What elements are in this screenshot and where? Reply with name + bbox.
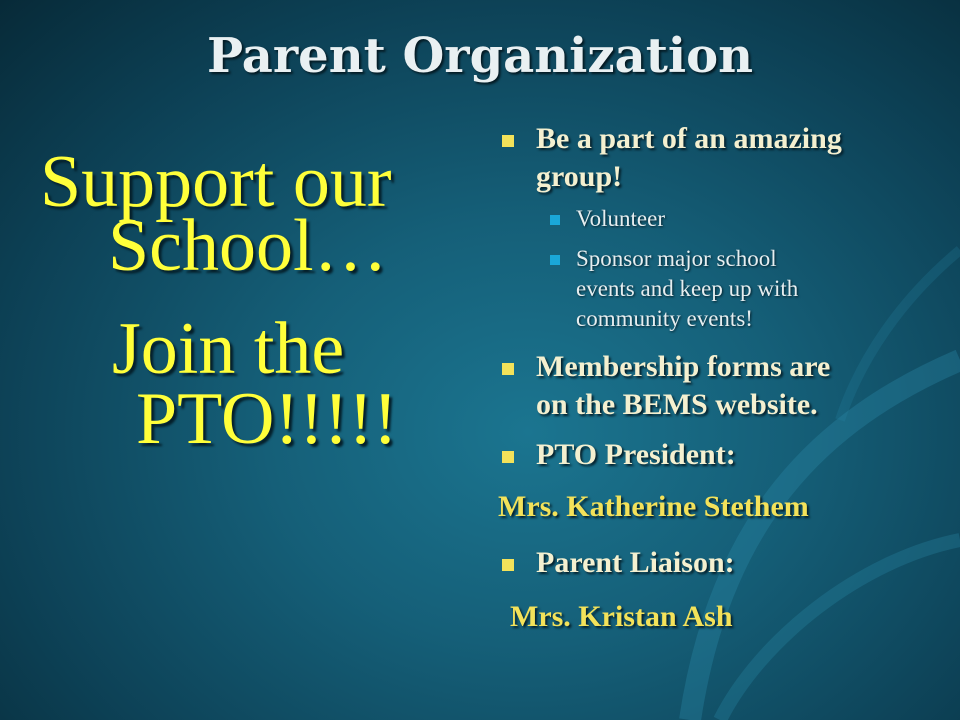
president-name: Mrs. Katherine Stethem	[498, 490, 809, 523]
sub-bullet-sponsor	[500, 244, 930, 334]
bullet-amazing-group-line-1: Be a part of an amazing	[536, 122, 842, 155]
sub-bullet-sponsor-line-2: events and keep up with	[576, 276, 799, 301]
bullet-pto-president: PTO President:	[500, 436, 930, 474]
support-line-1: Support our	[40, 141, 392, 223]
right-panel	[500, 120, 930, 636]
bullet-parent-liaison: Parent Liaison:	[500, 544, 930, 582]
support-line-2: School…	[108, 205, 388, 287]
join-heading	[112, 308, 470, 460]
sub-bullet-sponsor-line-1: Sponsor major school	[576, 246, 777, 271]
bullet-amazing-group-line-2: group!	[536, 160, 623, 193]
bullet-amazing-group	[500, 120, 930, 196]
sub-bullet-volunteer: Volunteer	[500, 204, 930, 234]
bullet-membership-line-2: on the BEMS website.	[536, 388, 818, 421]
sub-bullet-sponsor-line-3: community events!	[576, 306, 753, 331]
bullet-membership	[500, 348, 930, 424]
bullet-membership-line-1: Membership forms are	[536, 350, 831, 383]
support-heading	[40, 141, 470, 287]
join-line-1: Join the	[112, 308, 345, 390]
left-panel	[40, 141, 470, 460]
slide-title: Parent Organization	[206, 28, 754, 84]
join-line-2: PTO!!!!!	[136, 378, 398, 460]
liaison-name: Mrs. Kristan Ash	[510, 600, 733, 633]
